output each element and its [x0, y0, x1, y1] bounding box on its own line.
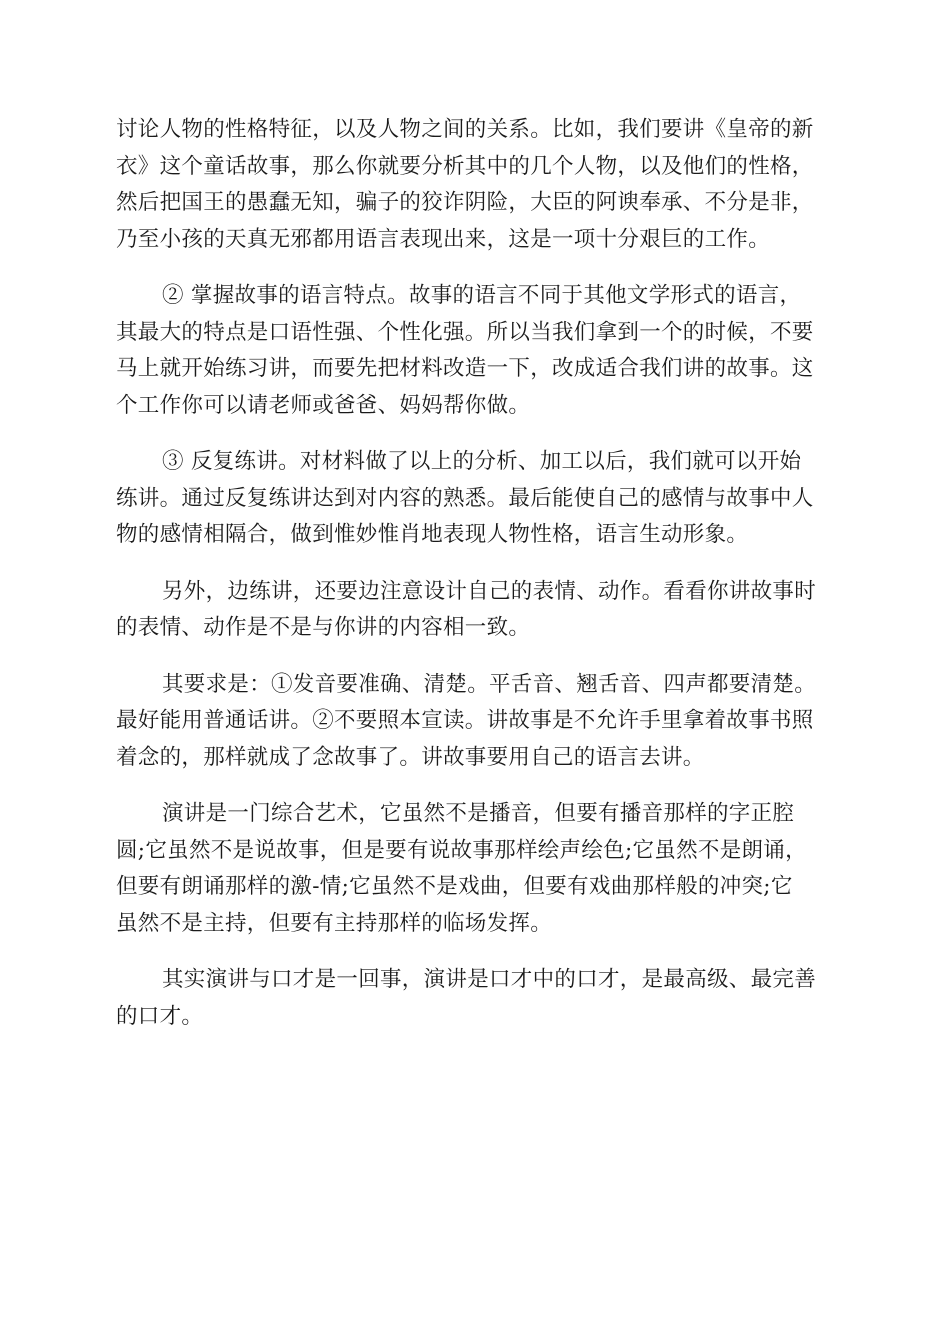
text-line: 的表情、动作是不是与你讲的内容相一致。 — [116, 615, 531, 640]
paragraph-requirements — [116, 667, 836, 777]
text-line: 的口才。 — [116, 1003, 204, 1029]
text-line: 虽然不是主持，但要有主持那样的临场发挥。 — [116, 910, 553, 936]
text-line: 讨论人物的性格特征，以及人物之间的关系。比如，我们要讲《皇帝的新 — [116, 117, 814, 142]
text-line: 着念的，那样就成了念故事了。讲故事要用自己的语言去讲。 — [116, 744, 705, 770]
text-line: 然后把国王的愚蠢无知，骗子的狡诈阴险，大臣的阿谀奉承、不分是非， — [116, 190, 814, 215]
text-line: 其最大的特点是口语性强、个性化强。所以当我们拿到一个的时候，不要 — [116, 319, 814, 345]
text-line: 马上就开始练习讲，而要先把材料改造一下，改成适合我们讲的故事。这 — [116, 356, 814, 381]
text-line: 另外，边练讲，还要边注意设计自己的表情、动作。看看你讲故事时 — [162, 578, 817, 604]
text-line: 练讲。通过反复练讲达到对内容的熟悉。最后能使自己的感情与故事中人 — [116, 485, 814, 511]
document-page — [116, 112, 836, 1055]
text-line: 衣》这个童话故事，那么你就要分析其中的几个人物，以及他们的性格， — [116, 153, 814, 179]
text-line: 物的感情相隔合，做到惟妙惟肖地表现人物性格，语言生动形象。 — [116, 522, 749, 547]
text-line: ③ 反复练讲。对材料做了以上的分析、加工以后，我们就可以开始 — [162, 449, 802, 474]
paragraph-repeated-practice — [116, 444, 836, 554]
text-line: 最好能用普通话讲。②不要照本宣读。讲故事是不允许手里拿着故事书照 — [116, 708, 814, 733]
text-line: 但要有朗诵那样的激-情;它虽然不是戏曲，但要有戏曲那样般的冲突;它 — [116, 874, 793, 899]
text-line: ② 掌握故事的语言特点。故事的语言不同于其他文学形式的语言， — [162, 283, 802, 308]
text-line: 其要求是：①发音要准确、清楚。平舌音、翘舌音、四声都要清楚。 — [162, 671, 817, 697]
paragraph-expressions-gestures — [116, 574, 836, 647]
text-line: 演讲是一门综合艺术，它虽然不是播音，但要有播音那样的字正腔 — [162, 801, 795, 826]
paragraph-language-features — [116, 278, 836, 424]
text-line: 个工作你可以请老师或爸爸、妈妈帮你做。 — [116, 392, 531, 418]
paragraph-speech-art — [116, 796, 836, 942]
text-line: 其实演讲与口才是一回事，演讲是口才中的口才，是最高级、最完善 — [162, 967, 817, 992]
text-line: 圆;它虽然不是说故事，但是要有说故事那样绘声绘色;它虽然不是朗诵， — [116, 837, 807, 863]
text-line: 乃至小孩的天真无邪都用语言表现出来，这是一项十分艰巨的工作。 — [116, 226, 771, 252]
paragraph-character-analysis — [116, 112, 836, 258]
paragraph-conclusion — [116, 962, 836, 1035]
